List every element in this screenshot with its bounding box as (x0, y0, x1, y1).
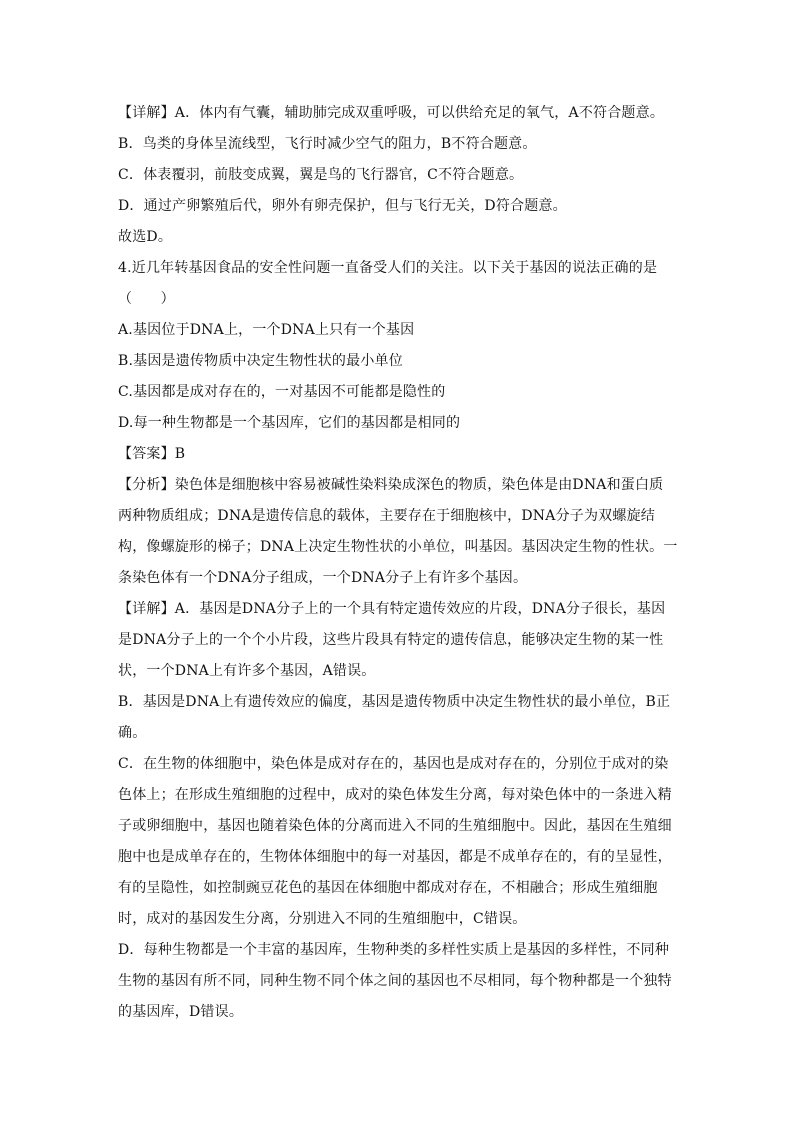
text-line: B．基因是DNA上有遗传效应的偏度，基因是遗传物质中决定生物性状的最小单位，B正 (118, 694, 671, 710)
text-line: 有的呈隐性，如控制豌豆花色的基因在体细胞中都成对存在，不相融合；形成生殖细胞 (118, 880, 658, 896)
text-line: 构，像螺旋形的梯子；DNA上决定生物性状的小单位，叫基因。基因决定生物的性状。一 (118, 539, 678, 555)
text-line: D．通过产卵繁殖后代，卵外有卵壳保护，但与飞行无关，D符合题意。 (118, 198, 567, 214)
text-line: C．体表覆羽，前肢变成翼，翼是鸟的飞行器官，C不符合题意。 (118, 167, 524, 183)
answer-line: 【答案】B (118, 446, 186, 462)
text-line: 【详解】A．基因是DNA分子上的一个具有特定遗传效应的片段，DNA分子很长，基因 (118, 601, 666, 617)
question-line: 4.近几年转基因食品的安全性问题一直备受人们的关注。以下关于基因的说法正确的是 (118, 260, 658, 276)
text-line: 色体上；在形成生殖细胞的过程中，成对的染色体发生分离，每对染色体中的一条进入精 (118, 787, 672, 803)
option-a: A.基因位于DNA上，一个DNA上只有一个基因 (118, 322, 415, 338)
text-line: 【分析】染色体是细胞核中容易被碱性染料染成深色的物质，染色体是由DNA和蛋白质 (118, 477, 664, 493)
text-line: 故选D。 (118, 229, 173, 245)
text-line: 两种物质组成；DNA是遗传信息的载体，主要存在于细胞核中，DNA分子为双螺旋结 (118, 508, 655, 524)
text-line: 条染色体有一个DNA分子组成，一个DNA分子上有许多个基因。 (118, 570, 528, 586)
text-line: 【详解】A．体内有气囊，辅助肺完成双重呼吸，可以供给充足的氧气，A不符合题意。 (118, 105, 665, 121)
option-c: C.基因都是成对存在的，一对基因不可能都是隐性的 (118, 384, 446, 400)
text-line: D．每种生物都是一个丰富的基因库，生物种类的多样性实质上是基因的多样性，不同种 (118, 942, 670, 958)
text-line: 胞中也是成单存在的，生物体体细胞中的每一对基因，都是不成单存在的，有的呈显性， (118, 849, 672, 865)
text-line: B．鸟类的身体呈流线型，飞行时减少空气的阻力，B不符合题意。 (118, 136, 537, 152)
text-line: 子或卵细胞中，基因也随着染色体的分离而进入不同的生殖细胞中。因此，基因在生殖细 (118, 818, 672, 834)
text-line: 生物的基因有所不同，同种生物不同个体之间的基因也不尽相同，每个物种都是一个独特 (118, 973, 672, 989)
text-line: C．在生物的体细胞中，染色体是成对存在的，基因也是成对存在的，分别位于成对的染 (118, 756, 669, 772)
text-line: 的基因库，D错误。 (118, 1004, 244, 1020)
question-bracket: （ ） (118, 291, 175, 307)
option-b: B.基因是遗传物质中决定生物性状的最小单位 (118, 353, 403, 369)
text-line: 确。 (118, 725, 147, 741)
text-line: 时，成对的基因发生分离，分别进入不同的生殖细胞中，C错误。 (118, 911, 527, 927)
text-line: 状，一个DNA上有许多个基因，A错误。 (118, 663, 376, 679)
option-d: D.每一种生物都是一个基因库，它们的基因都是相同的 (118, 415, 461, 431)
text-line: 是DNA分子上的一个个小片段，这些片段具有特定的遗传信息，能够决定生物的某一性 (118, 632, 664, 648)
